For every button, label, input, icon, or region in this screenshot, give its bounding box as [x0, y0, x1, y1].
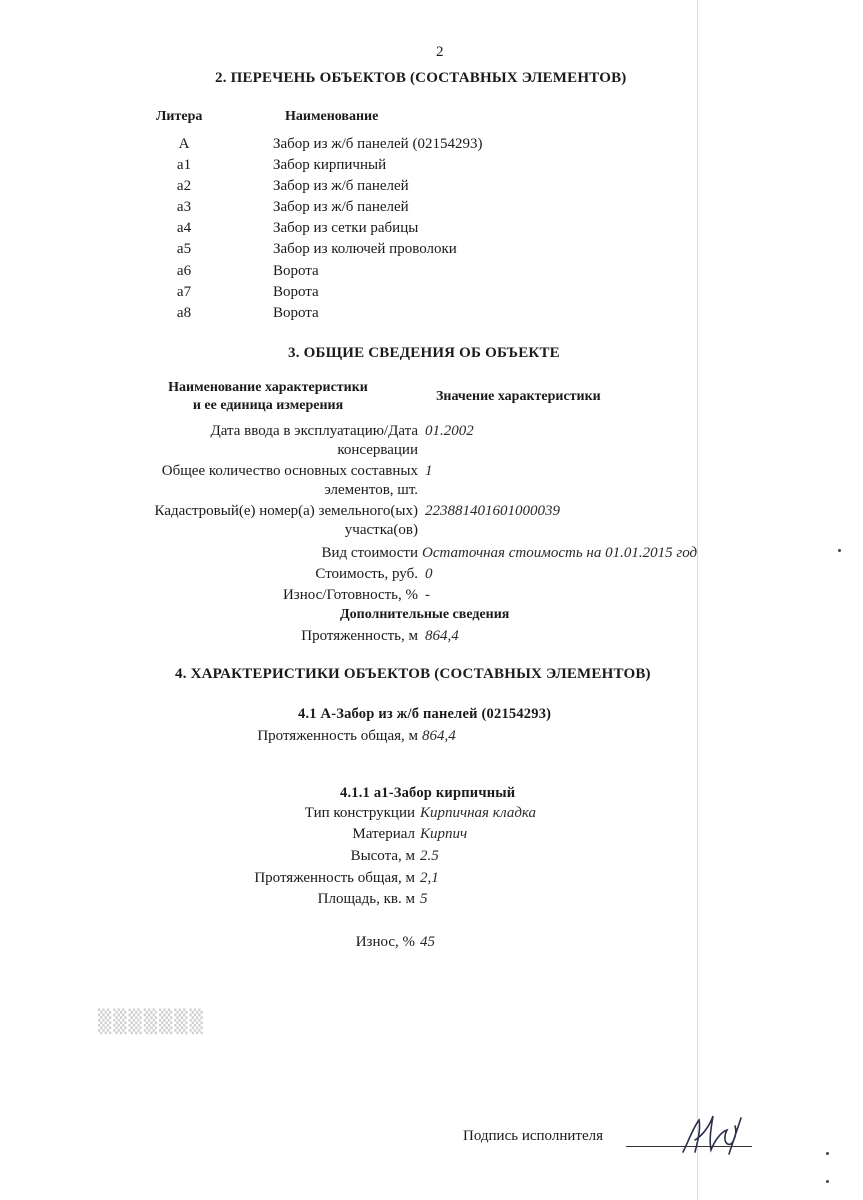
column-header-characteristic-line2: и ее единица измерения	[192, 398, 344, 413]
section-2-title: 2. ПЕРЕЧЕНЬ ОБЪЕКТОВ (СОСТАВНЫХ ЭЛЕМЕНТОВ)	[215, 70, 627, 86]
cost-label: Стоимость, руб.	[315, 566, 418, 582]
height-label: Высота, м	[350, 848, 415, 864]
elements-count-label-line1: Общее количество основных составных	[161, 463, 418, 479]
scan-speck	[826, 1152, 829, 1155]
cadastral-label-line1: Кадастровый(е) номер(а) земельного(ых)	[154, 503, 418, 519]
elements-count-value: 1	[425, 463, 433, 479]
faded-stamp-mark: ▒▒▒▒▒▒▒	[98, 1010, 205, 1035]
column-header-value: Значение характеристики	[436, 389, 601, 404]
commissioning-label-line2: консервации	[337, 442, 418, 458]
list-item-letter: а3	[176, 199, 192, 215]
list-item-name: Забор кирпичный	[273, 157, 387, 173]
section-3-title: 3. ОБЩИЕ СВЕДЕНИЯ ОБ ОБЪЕКТЕ	[288, 345, 560, 361]
wear-label: Износ, %	[355, 934, 415, 950]
page-edge-line	[697, 0, 698, 1200]
list-item-name: Забор из колючей проволоки	[273, 241, 457, 257]
area-label: Площадь, кв. м	[317, 891, 415, 907]
cost-value: 0	[425, 566, 433, 582]
scan-speck	[838, 549, 841, 552]
list-item-letter: а7	[176, 284, 192, 300]
column-header-name: Наименование	[285, 109, 379, 124]
list-item-letter: а2	[176, 178, 192, 194]
handwritten-signature	[675, 1110, 755, 1158]
element-length-label: Протяженность общая, м	[254, 870, 415, 886]
list-item-name: Забор из ж/б панелей	[273, 199, 409, 215]
commissioning-label-line1: Дата ввода в эксплуатацию/Дата	[210, 423, 418, 439]
total-length-label: Протяженность общая, м	[257, 728, 418, 744]
list-item-letter: а5	[176, 241, 192, 257]
element-length-value: 2,1	[420, 870, 439, 886]
list-item-name: Забор из сетки рабицы	[273, 220, 419, 236]
signature-label: Подпись исполнителя	[463, 1128, 603, 1144]
material-label: Материал	[352, 826, 415, 842]
wear-value: 45	[420, 934, 435, 950]
list-item-letter: а1	[176, 157, 192, 173]
list-item-name: Ворота	[273, 284, 319, 300]
area-value: 5	[420, 891, 428, 907]
scan-speck	[826, 1180, 829, 1183]
commissioning-value: 01.2002	[425, 423, 474, 439]
page-number: 2	[436, 44, 444, 60]
list-item-name: Ворота	[273, 263, 319, 279]
section-4-title: 4. ХАРАКТЕРИСТИКИ ОБЪЕКТОВ (СОСТАВНЫХ ЭЛЕМЕНТОВ)	[175, 666, 651, 682]
subsection-4-1-1-title: 4.1.1 а1-Забор кирпичный	[340, 785, 516, 801]
list-item-name: Ворота	[273, 305, 319, 321]
total-length-value: 864,4	[422, 728, 456, 744]
subsection-4-1-title: 4.1 А-Забор из ж/б панелей (02154293)	[298, 706, 552, 722]
cost-type-value: Остаточная стоимость на 01.01.2015 год	[422, 545, 698, 561]
column-header-characteristic-line1: Наименование характеристики	[168, 380, 368, 395]
construction-type-value: Кирпичная кладка	[420, 805, 537, 821]
material-value: Кирпич	[420, 826, 468, 842]
additional-info-title: Дополнительные сведения	[340, 607, 510, 622]
list-item-letter: а6	[176, 263, 192, 279]
cadastral-label-line2: участка(ов)	[344, 522, 418, 538]
cost-type-label: Вид стоимости	[321, 545, 418, 561]
list-item-name: Забор из ж/б панелей (02154293)	[273, 136, 483, 152]
elements-count-label-line2: элементов, шт.	[324, 482, 418, 498]
construction-type-label: Тип конструкции	[304, 805, 415, 821]
list-item-letter: а8	[176, 305, 192, 321]
list-item-letter: А	[178, 136, 190, 152]
list-item-letter: а4	[176, 220, 192, 236]
wear-readiness-label: Износ/Готовность, %	[282, 587, 418, 603]
wear-readiness-value: -	[425, 587, 430, 603]
cadastral-number-value: 22388140160100003​9	[425, 503, 560, 519]
height-value: 2.5	[420, 848, 439, 864]
column-header-letter: Литера	[156, 109, 203, 124]
length-label: Протяженность, м	[301, 628, 418, 644]
length-value: 864,4	[425, 628, 459, 644]
list-item-name: Забор из ж/б панелей	[273, 178, 409, 194]
